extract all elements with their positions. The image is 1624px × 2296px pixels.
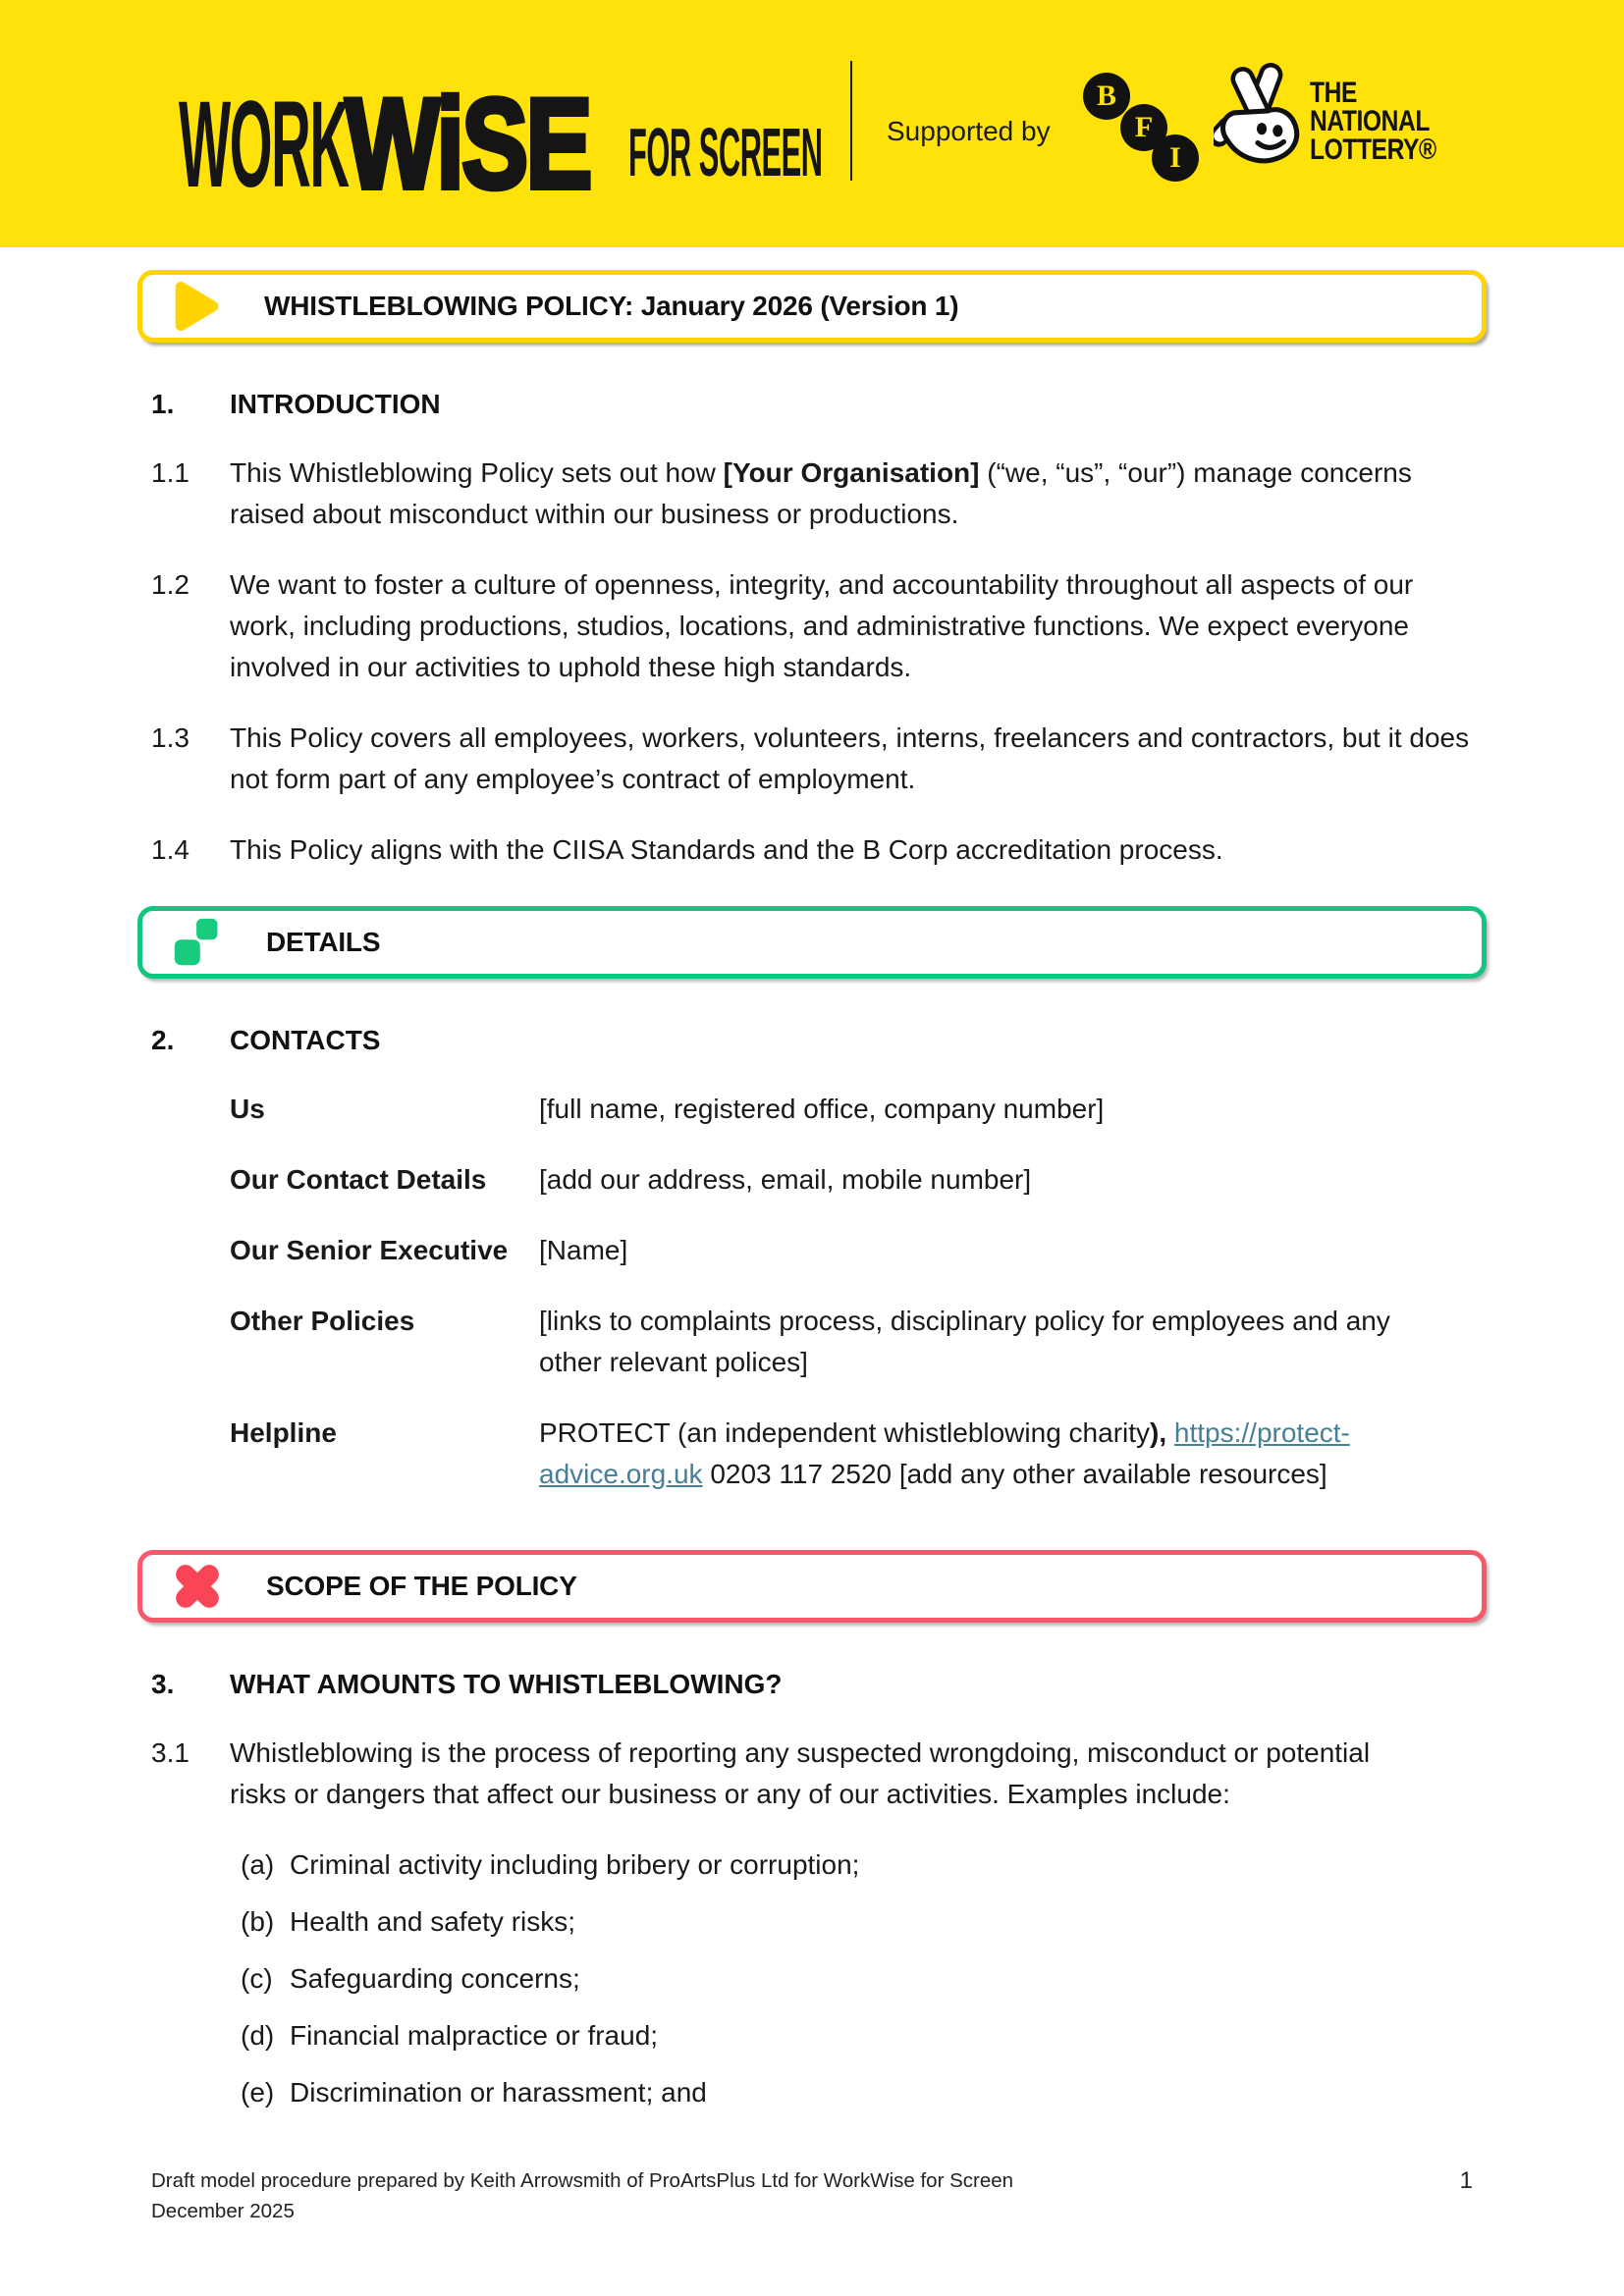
list-item-text: Discrimination or harassment; and [290,2077,707,2108]
list-marker: (e) [241,2077,275,2108]
list-marker: (c) [241,1963,273,1994]
contact-label: Our Contact Details [230,1164,487,1195]
example-item-d [241,2015,1473,2056]
contact-value [539,1413,1473,1495]
lottery-line-the: THE [1310,77,1357,109]
contact-value: [Name] [539,1235,628,1265]
placeholder-your-organisation: [Your Organisation] [723,457,980,488]
section-heading-introduction [151,388,1473,421]
clause-number: 3.1 [151,1737,189,1768]
clause-text: This Policy covers all employees, workers, volunteers, interns, freelancers and contractors, but it does not form part of any employee’s contract of employment. [230,722,1470,794]
clause-text [230,453,1473,535]
logo-for-screen: FOR SCREEN [628,114,823,190]
example-item-c [241,1958,1473,2000]
contact-row-other-policies [230,1301,1473,1383]
clause-text: Whistleblowing is the process of reporting any suspected wrongdoing, misconduct or potential risks or dangers that affect our business or any of our activities. Examples include: [230,1737,1371,1809]
helpline-text-run: PROTECT (an independent whistleblowing charity [539,1417,1151,1448]
policy-title: WHISTLEBLOWING POLICY: January 2026 (Version 1) [264,291,959,321]
crossed-fingers-icon [1214,61,1304,171]
list-marker: (d) [241,2020,275,2051]
contact-label: Helpline [230,1417,337,1448]
section-title: CONTACTS [230,1025,381,1055]
clause-text: This Policy aligns with the CIISA Standards and the B Corp accreditation process. [230,834,1223,865]
clause-number: 1.4 [151,834,189,865]
contact-label: Other Policies [230,1306,415,1336]
contact-row-senior-executive [230,1230,1473,1271]
contact-row-contact-details [230,1159,1473,1201]
footer-line-2: December 2025 [151,2200,295,2222]
details-banner [137,906,1487,979]
section-number: 3. [151,1669,175,1699]
list-marker: (a) [241,1849,275,1880]
contact-row-us [230,1089,1473,1130]
list-item-text: Criminal activity including bribery or corruption; [290,1849,860,1880]
section-heading-whistleblowing [151,1668,1473,1701]
lottery-line-national: NATIONAL [1310,105,1430,137]
section-number: 1. [151,389,175,419]
list-marker: (b) [241,1906,275,1937]
section-title: WHAT AMOUNTS TO WHISTLEBLOWING? [230,1669,783,1699]
clause-number: 1.2 [151,569,189,600]
clause-number: 1.3 [151,722,189,753]
footer-line-1: Draft model procedure prepared by Keith Arrowsmith of ProArtsPlus Ltd for WorkWise for Screen [151,2169,1014,2192]
contact-value: [full name, registered office, company number] [539,1094,1105,1124]
list-item-text: Health and safety risks; [290,1906,576,1937]
bfi-circle-i: I [1152,134,1199,182]
clause-1-1 [151,453,1473,535]
bfi-circle-f: F [1120,104,1167,151]
helpline-bold-run: ), [1150,1417,1174,1448]
clause-1-4 [151,829,1473,871]
logo-wise: WiSE [346,72,590,215]
contact-label: Our Senior Executive [230,1235,509,1265]
scope-banner [137,1550,1487,1623]
example-item-b [241,1901,1473,1943]
example-item-e [241,2072,1473,2113]
cross-petals-icon [172,1560,223,1613]
clause-text-run: This Whistleblowing Policy sets out how [230,457,724,488]
play-icon [172,278,221,335]
national-lottery-logo [1214,61,1464,171]
clause-3-1 [151,1733,1473,1815]
section-number: 2. [151,1025,175,1055]
page-footer [151,2165,1473,2226]
list-item-text: Safeguarding concerns; [290,1963,580,1994]
footer-credit [151,2165,1013,2226]
policy-title-banner [137,270,1487,343]
section-heading-contacts [151,1024,1473,1057]
banner-divider [850,61,852,181]
clause-number: 1.1 [151,457,189,488]
clause-text-run: (“we, “us”, “our”) manage concerns raised about misconduct within our business or productions. [230,457,1412,529]
list-item-text: Financial malpractice or fraud; [290,2020,659,2051]
scope-banner-label: SCOPE OF THE POLICY [266,1571,577,1601]
contact-value: [links to complaints process, disciplinary policy for employees and any other relevant polices] [539,1306,1390,1377]
logo-work: WORK [179,77,349,213]
national-lottery-wordmark [1310,79,1436,171]
squares-icon [172,916,223,969]
details-banner-label: DETAILS [266,927,381,957]
lottery-line-lottery: LOTTERY® [1310,133,1436,166]
clause-text: We want to foster a culture of openness, integrity, and accountability throughout all aspects of our work, including productions, studios, locations, and administrative functions. We expect everyone involved in our activities to uphold these high standards. [230,569,1414,682]
page-number: 1 [1459,2167,1473,2194]
supported-by-label: Supported by [887,116,1051,146]
clause-1-2 [151,564,1473,688]
contact-value: [add our address, email, mobile number] [539,1164,1032,1195]
helpline-text-run: 0203 117 2520 [add any other available resources] [702,1459,1327,1489]
example-item-a [241,1844,1473,1886]
bfi-logo [1080,69,1200,183]
document-body [0,247,1624,2113]
section-title: INTRODUCTION [230,389,441,419]
bfi-circle-b: B [1083,73,1130,120]
contact-row-helpline [230,1413,1473,1495]
clause-1-3 [151,718,1473,800]
top-banner [0,0,1624,247]
protect-advice-link[interactable]: https://protect-advice.org.uk [539,1417,1350,1489]
contact-label: Us [230,1094,265,1124]
